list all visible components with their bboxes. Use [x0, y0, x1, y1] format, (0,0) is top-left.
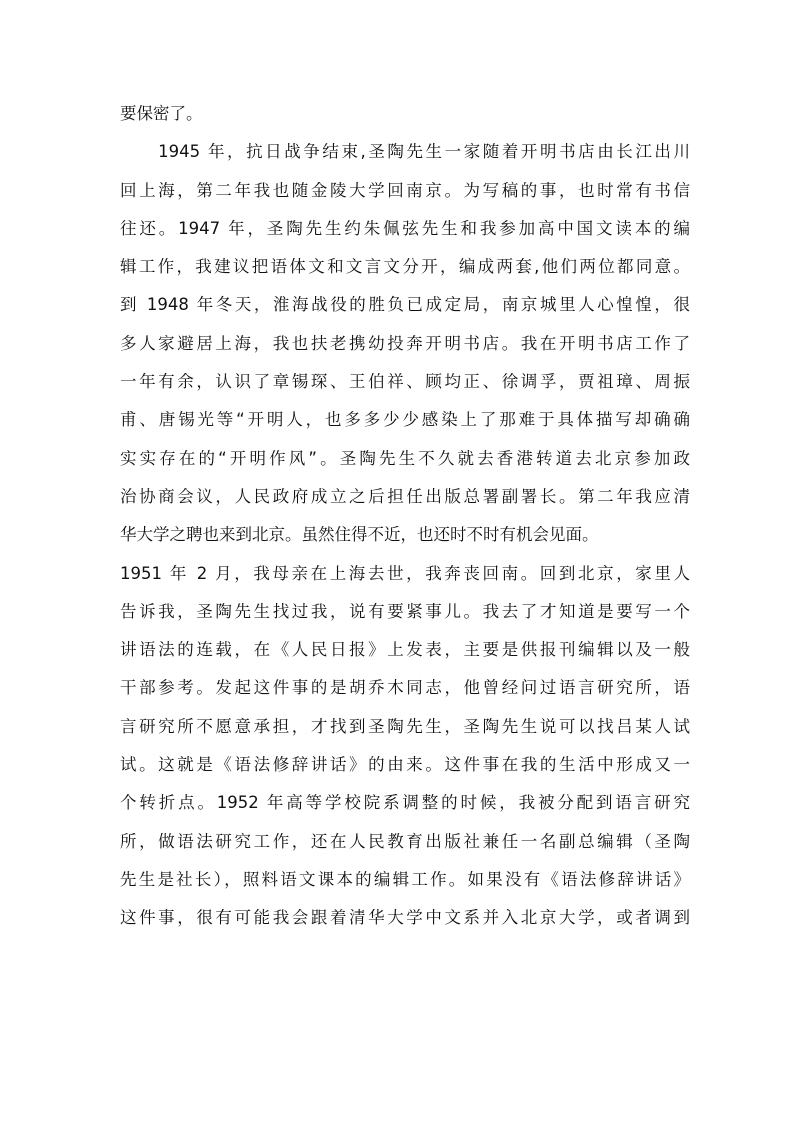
text-line: 华大学之聘也来到北京。虽然住得不近，也还时不时有机会见面。	[120, 525, 599, 545]
text-line: 1951 年 2 月，我母亲在上海去世，我奔丧回南。回到北京，家里人	[120, 563, 690, 583]
text-line: 治协商会议，人民政府成立之后担任出版总署副署长。第二年我应清	[120, 486, 690, 506]
text-line: 辑工作，我建议把语体文和文言文分开，编成两套,他们两位都同意。	[120, 257, 690, 277]
text-line: 试。这就是《语法修辞讲话》的由来。这件事在我的生活中形成又一	[120, 755, 690, 775]
text-line: 实实存在的“开明作风”。圣陶先生不久就去香港转道去北京参加政	[120, 448, 690, 468]
text-line: 多人家避居上海，我也扶老携幼投奔开明书店。我在开明书店工作了	[120, 333, 690, 353]
text-line: 干部参考。发起这件事的是胡乔木同志，他曾经问过语言研究所，语	[120, 678, 690, 698]
text-line: 言研究所不愿意承担，才找到圣陶先生，圣陶先生说可以找吕某人试	[120, 716, 690, 736]
text-line: 1945 年，抗日战争结束,圣陶先生一家随着开明书店由长江出川	[120, 142, 690, 162]
text-line: 要保密了。	[120, 104, 203, 123]
text-line: 这件事，很有可能我会跟着清华大学中文系并入北京大学，或者调到	[120, 908, 690, 928]
text-line: 告诉我，圣陶先生找过我，说有要紧事儿。我去了才知道是要写一个	[120, 601, 690, 621]
body-text	[120, 95, 690, 938]
text-line: 讲语法的连载，在《人民日报》上发表，主要是供报刊编辑以及一般	[120, 640, 690, 660]
text-line: 甫、唐锡光等“开明人，也多多少少感染上了那难于具体描写却确确	[120, 410, 690, 430]
text-line: 到 1948 年冬天，淮海战役的胜负已成定局，南京城里人心惶惶，很	[120, 295, 690, 315]
text-line: 回上海，第二年我也随金陵大学回南京。为写稿的事，也时常有书信	[120, 180, 690, 200]
text-line: 个转折点。1952 年高等学校院系调整的时候，我被分配到语言研究	[120, 793, 690, 813]
text-line: 往还。1947 年，圣陶先生约朱佩弦先生和我参加高中国文读本的编	[120, 218, 690, 238]
text-line: 先生是社长），照料语文课本的编辑工作。如果没有《语法修辞讲话》	[120, 869, 690, 889]
text-line: 所，做语法研究工作，还在人民教育出版社兼任一名副总编辑（圣陶	[120, 831, 690, 851]
text-line: 一年有余，认识了章锡琛、王伯祥、顾均正、徐调孚，贾祖璋、周振	[120, 372, 690, 392]
